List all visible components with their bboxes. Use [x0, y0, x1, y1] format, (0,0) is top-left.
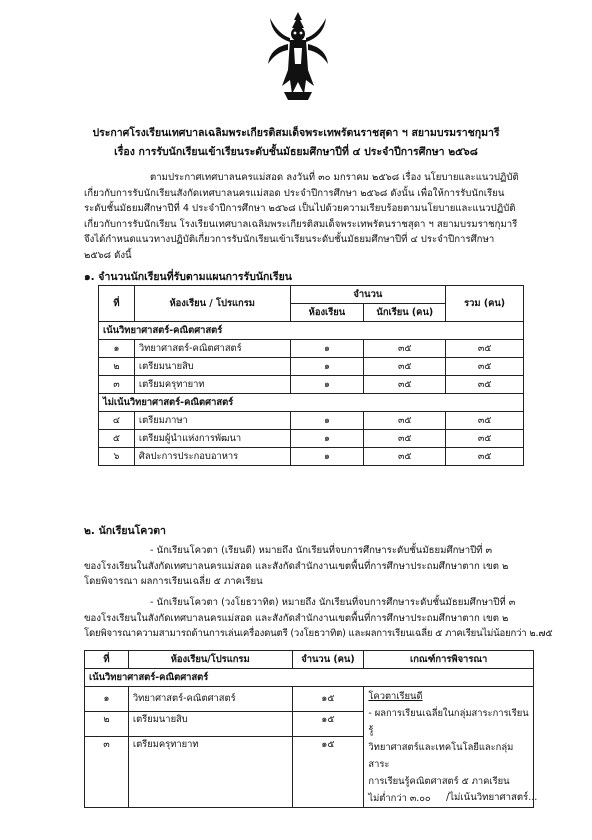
table-row — [85, 687, 534, 712]
cell-name: เตรียมนายสิบ — [128, 711, 292, 736]
cell-no: ๓ — [99, 376, 135, 394]
table-row — [99, 430, 524, 448]
criteria-line: ไม่ต่ำกว่า ๓.๐๐ — [368, 793, 431, 804]
cell-total: ๓๕ — [446, 376, 524, 394]
intro-line: ระดับชั้นมัธยมศึกษาปีที่ 4 ประจำปีการศึกษา ๒๕๖๘ เป็นไปด้วยความเรียบร้อยตามนโยบายและแนวปฏิบัติ — [84, 203, 516, 214]
intro-line: จึงได้กำหนดแนวทางปฏิบัติเกี่ยวการรับนักเรียนเข้าเรียนระดับชั้นมัธยมศึกษาปีที่ ๔ ประจำปีการศึกษา — [84, 234, 495, 245]
quota-table — [84, 650, 534, 808]
cell-rooms: ๑ — [290, 448, 364, 466]
col-header-no: ที่ — [85, 651, 129, 669]
quota-paragraph-2 — [84, 595, 553, 642]
criteria-title: โควตาเรียนดี — [368, 691, 423, 702]
cell-name: เตรียมครุทายาท — [134, 376, 290, 394]
cell-students: ๓๕ — [364, 358, 446, 376]
para-line: - นักเรียนโควตา (วงโยธวาทิต) หมายถึง นักเรียนที่จบการศึกษาระดับชั้นมัธยมศึกษาปีที่ ๓ — [150, 597, 516, 608]
table-row — [99, 340, 524, 358]
para-line: โดยพิจารณา ผลการเรียนเฉลี่ย ๕ ภาคเรียน — [84, 576, 263, 587]
col-header-no: ที่ — [99, 286, 135, 322]
criteria-line: การเรียนรู้คณิตศาสตร์ ๕ ภาคเรียน — [368, 776, 510, 787]
cell-name: เตรียมผู้นำแห่งการพัฒนา — [134, 430, 290, 448]
cell-amount: ๑๕ — [292, 711, 364, 736]
cell-total: ๓๕ — [446, 430, 524, 448]
col-header-amount: จำนวน — [290, 286, 446, 304]
cell-rooms: ๑ — [290, 376, 364, 394]
intro-line: เกี่ยวกับการรับนักเรียน โรงเรียนเทศบาลเฉลิมพระเกียรติสมเด็จพระเทพรัตนราชสุดา ฯ สยามบรมราชกุมารี — [84, 218, 518, 230]
cell-no: ๑ — [85, 687, 129, 712]
cell-no: ๒ — [85, 711, 129, 736]
col-header-room: ห้องเรียน/โปรแกรม — [128, 651, 292, 669]
criteria-line: วิทยาศาสตร์และเทคโนโลยีและกลุ่มสาระ — [368, 742, 514, 770]
para-line: ของโรงเรียนในสังกัดเทศบาลนครแม่สอด และสังกัดสำนักงานเขตพื้นที่การศึกษาประถมศึกษาตาก เขต ๒ — [84, 612, 509, 624]
cell-total: ๓๕ — [446, 412, 524, 430]
group-label: เน้นวิทยาศาสตร์-คณิตศาสตร์ — [85, 669, 534, 687]
table-row — [99, 412, 524, 430]
garuda-emblem — [268, 8, 328, 108]
col-header-rooms: ห้องเรียน — [290, 304, 364, 322]
cell-total: ๓๕ — [446, 358, 524, 376]
intro-paragraph — [84, 170, 520, 263]
cell-students: ๓๕ — [364, 376, 446, 394]
cell-no: ๒ — [99, 358, 135, 376]
cell-name: เตรียมครุทายาท — [128, 736, 292, 808]
col-header-criteria: เกณฑ์การพิจารณา — [364, 651, 534, 669]
criteria-line: - ผลการเรียนเฉลี่ยในกลุ่มสาระการเรียนรู้ — [368, 708, 529, 736]
quota-paragraph-1 — [84, 543, 520, 590]
col-header-amount: จำนวน (คน) — [292, 651, 364, 669]
cell-rooms: ๑ — [290, 430, 364, 448]
group-label: ไม่เน้นวิทยาศาสตร์-คณิตศาสตร์ — [99, 394, 524, 412]
cell-name: วิทยาศาสตร์-คณิตศาสตร์ — [128, 687, 292, 712]
cell-amount: ๑๕ — [292, 687, 364, 712]
col-header-total: รวม (คน) — [446, 286, 524, 322]
cell-total: ๓๕ — [446, 340, 524, 358]
cell-rooms: ๑ — [290, 340, 364, 358]
col-header-students: นักเรียน (คน) — [364, 304, 446, 322]
para-line: ของโรงเรียนในสังกัดเทศบาลนครแม่สอด และสังกัดสำนักงานเขตพื้นที่การศึกษาประถมศึกษาตาก เขต ๒ — [84, 560, 509, 572]
cell-name: เตรียมภาษา — [134, 412, 290, 430]
announcement-title: ประกาศโรงเรียนเทศบาลเฉลิมพระเกียรติสมเด็จพระเทพรัตนราชสุดา ฯ สยามบรมราชกุมารี — [92, 127, 500, 139]
enrollment-plan-table — [98, 285, 524, 466]
col-header-room: ห้องเรียน / โปรแกรม — [134, 286, 290, 322]
cell-rooms: ๑ — [290, 412, 364, 430]
cell-no: ๕ — [99, 430, 135, 448]
intro-line: ๒๕๖๘ ดังนี้ — [84, 249, 132, 261]
cell-no: ๓ — [85, 736, 129, 808]
announcement-subject: เรื่อง การรับนักเรียนเข้าเรียนระดับชั้นมัธยมศึกษาปีที่ ๔ ประจำปีการศึกษา ๒๕๖๘ — [114, 146, 478, 158]
para-line: โดยพิจารณาความสามารถด้านการเล่นเครื่องดนตรี (วงโยธวาทิต) และผลการเรียนเฉลี่ย ๕ ภาคเรียนไม่น้อยกว่า ๒.๗๕ — [84, 628, 553, 639]
table-row — [99, 358, 524, 376]
cell-name: วิทยาศาสตร์-คณิตศาสตร์ — [134, 340, 290, 358]
cell-no: ๑ — [99, 340, 135, 358]
continuation-note: /ไม่เน้นวิทยาศาสตร์... — [446, 792, 538, 803]
intro-line: เกี่ยวกับการรับนักเรียนสังกัดเทศบาลนครแม่สอด ประจำปีการศึกษา ๒๕๖๘ ดังนั้น เพื่อให้การรับนักเรียน — [84, 187, 505, 199]
intro-line: ตามประกาศเทศบาลนครแม่สอด ลงวันที่ ๓๐ มกราคม ๒๕๖๘ เรื่อง นโยบายและแนวปฏิบัติ — [150, 172, 519, 183]
cell-total: ๓๕ — [446, 448, 524, 466]
para-line: - นักเรียนโควตา (เรียนดี) หมายถึง นักเรียนที่จบการศึกษาระดับชั้นมัธยมศึกษาปีที่ ๓ — [150, 545, 493, 556]
section1-title: ๑. จำนวนนักเรียนที่รับตามแผนการรับนักเรียน — [84, 271, 292, 283]
cell-amount: ๑๕ — [292, 736, 364, 808]
cell-no: ๔ — [99, 412, 135, 430]
group-label: เน้นวิทยาศาสตร์-คณิตศาสตร์ — [99, 322, 524, 340]
cell-name: ศิลปะการประกอบอาหาร — [134, 448, 290, 466]
section2-title: ๒. นักเรียนโควตา — [84, 525, 166, 537]
cell-students: ๓๕ — [364, 448, 446, 466]
table-row — [99, 448, 524, 466]
cell-students: ๓๕ — [364, 340, 446, 358]
cell-rooms: ๑ — [290, 358, 364, 376]
cell-students: ๓๕ — [364, 430, 446, 448]
cell-students: ๓๕ — [364, 412, 446, 430]
cell-name: เตรียมนายสิบ — [134, 358, 290, 376]
table-row — [99, 376, 524, 394]
cell-no: ๖ — [99, 448, 135, 466]
